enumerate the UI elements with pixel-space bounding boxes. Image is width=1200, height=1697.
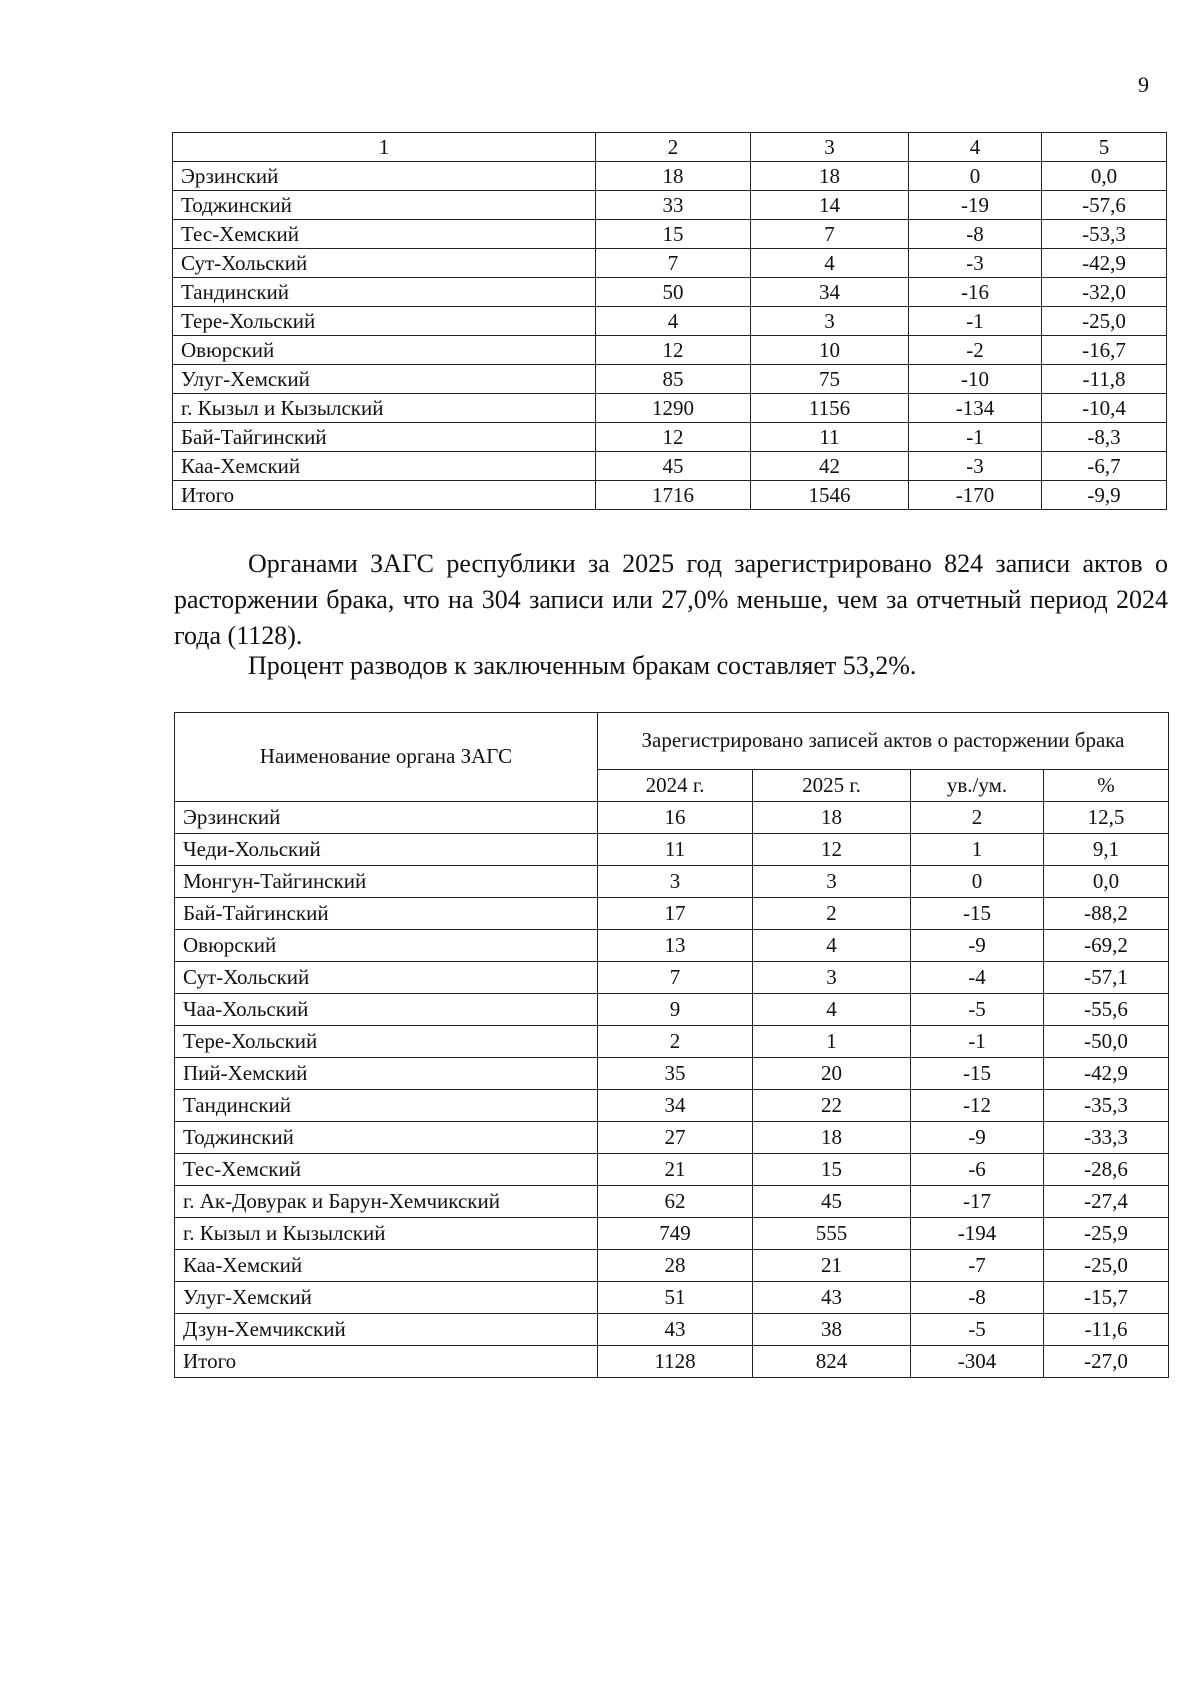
- registry-office-name-header: Наименование органа ЗАГС: [175, 713, 598, 802]
- change-header: ув./ум.: [911, 770, 1044, 802]
- table-row: [175, 898, 1169, 930]
- value-2024-cell: 13: [598, 930, 753, 962]
- table-row: [173, 220, 1167, 249]
- divorce-summary-paragraph: Органами ЗАГС республики за 2025 год зарегистрировано 824 записи актов о расторжении брака, что на 304 записи или 27,0% меньше, чем за отчетный период 2024 года (1128).: [174, 549, 1168, 650]
- district-name-cell: Овюрский: [175, 930, 598, 962]
- value-2024-cell: 33: [596, 191, 751, 220]
- percent-value-cell: -33,3: [1044, 1122, 1169, 1154]
- value-2025-cell: 20: [753, 1058, 911, 1090]
- district-name-cell: Каа-Хемский: [175, 1250, 598, 1282]
- value-2025-cell: 75: [751, 365, 909, 394]
- value-2024-cell: 3: [598, 866, 753, 898]
- value-2024-cell: 1716: [596, 481, 751, 510]
- value-2025-cell: 34: [751, 278, 909, 307]
- value-2024-cell: 28: [598, 1250, 753, 1282]
- table-row: [173, 162, 1167, 191]
- value-2025-cell: 3: [753, 866, 911, 898]
- change-value-cell: -6: [911, 1154, 1044, 1186]
- value-2024-cell: 62: [598, 1186, 753, 1218]
- percent-value-cell: -11,6: [1044, 1314, 1169, 1346]
- change-value-cell: -304: [911, 1346, 1044, 1378]
- value-2025-cell: 7: [751, 220, 909, 249]
- value-2024-cell: 27: [598, 1122, 753, 1154]
- table-row: [173, 452, 1167, 481]
- value-2024-cell: 34: [598, 1090, 753, 1122]
- district-name-cell: Тес-Хемский: [175, 1154, 598, 1186]
- district-name-cell: Бай-Тайгинский: [175, 898, 598, 930]
- table-row: [175, 1154, 1169, 1186]
- value-2024-cell: 35: [598, 1058, 753, 1090]
- change-value-cell: -4: [911, 962, 1044, 994]
- percent-value-cell: 12,5: [1044, 802, 1169, 834]
- value-2025-cell: 3: [751, 307, 909, 336]
- district-name-cell: Тере-Хольский: [175, 1026, 598, 1058]
- percent-value-cell: -16,7: [1042, 336, 1167, 365]
- value-2024-cell: 18: [596, 162, 751, 191]
- value-2025-cell: 555: [753, 1218, 911, 1250]
- value-2025-cell: 18: [753, 1122, 911, 1154]
- table-row: [175, 1314, 1169, 1346]
- value-2024-cell: 9: [598, 994, 753, 1026]
- district-name-cell: Сут-Хольский: [175, 962, 598, 994]
- change-value-cell: -17: [911, 1186, 1044, 1218]
- change-value-cell: -1: [909, 307, 1042, 336]
- column-number-5: 5: [1042, 133, 1167, 162]
- table-row: [175, 834, 1169, 866]
- value-2025-cell: 38: [753, 1314, 911, 1346]
- table-row: [175, 1058, 1169, 1090]
- district-name-cell: Бай-Тайгинский: [173, 423, 596, 452]
- column-number-1: 1: [173, 133, 596, 162]
- percent-value-cell: -32,0: [1042, 278, 1167, 307]
- percent-value-cell: -6,7: [1042, 452, 1167, 481]
- district-name-cell: Чеди-Хольский: [175, 834, 598, 866]
- change-value-cell: -12: [911, 1090, 1044, 1122]
- change-value-cell: -5: [911, 1314, 1044, 1346]
- value-2025-cell: 1156: [751, 394, 909, 423]
- percent-value-cell: -15,7: [1044, 1282, 1169, 1314]
- table-row: [175, 1026, 1169, 1058]
- district-name-cell: Сут-Хольский: [173, 249, 596, 278]
- district-name-cell: Дзун-Хемчикский: [175, 1314, 598, 1346]
- district-name-cell: Тандинский: [173, 278, 596, 307]
- value-2025-cell: 15: [753, 1154, 911, 1186]
- value-2025-cell: 10: [751, 336, 909, 365]
- district-name-cell: г. Кызыл и Кызылский: [175, 1218, 598, 1250]
- value-2024-cell: 85: [596, 365, 751, 394]
- change-value-cell: -3: [909, 452, 1042, 481]
- value-2025-cell: 4: [751, 249, 909, 278]
- percent-header: %: [1044, 770, 1169, 802]
- change-value-cell: 0: [909, 162, 1042, 191]
- value-2025-cell: 14: [751, 191, 909, 220]
- percent-value-cell: -11,8: [1042, 365, 1167, 394]
- value-2025-cell: 42: [751, 452, 909, 481]
- table-header-row: [175, 713, 1169, 770]
- table-row: [175, 1282, 1169, 1314]
- percent-value-cell: -55,6: [1044, 994, 1169, 1026]
- percent-value-cell: -88,2: [1044, 898, 1169, 930]
- percent-value-cell: 0,0: [1044, 866, 1169, 898]
- value-2025-cell: 2: [753, 898, 911, 930]
- table-marriage-records: [172, 132, 1167, 510]
- district-name-cell: Чаа-Хольский: [175, 994, 598, 1026]
- district-name-cell: Тоджинский: [173, 191, 596, 220]
- divorce-records-group-header: Зарегистрировано записей актов о расторжении брака: [598, 713, 1169, 770]
- district-name-cell: Улуг-Хемский: [175, 1282, 598, 1314]
- change-value-cell: -16: [909, 278, 1042, 307]
- year-2025-header: 2025 г.: [753, 770, 911, 802]
- district-name-cell: Тес-Хемский: [173, 220, 596, 249]
- table-row: [175, 1346, 1169, 1378]
- value-2025-cell: 824: [753, 1346, 911, 1378]
- percent-value-cell: -57,1: [1044, 962, 1169, 994]
- table-row: [175, 1090, 1169, 1122]
- value-2024-cell: 12: [596, 336, 751, 365]
- percent-value-cell: -25,9: [1044, 1218, 1169, 1250]
- table-row: [173, 423, 1167, 452]
- change-value-cell: -134: [909, 394, 1042, 423]
- change-value-cell: -2: [909, 336, 1042, 365]
- table-row: [175, 1122, 1169, 1154]
- table-row: [173, 191, 1167, 220]
- value-2024-cell: 1128: [598, 1346, 753, 1378]
- change-value-cell: -15: [911, 1058, 1044, 1090]
- value-2024-cell: 749: [598, 1218, 753, 1250]
- value-2024-cell: 21: [598, 1154, 753, 1186]
- district-name-cell: Итого: [173, 481, 596, 510]
- change-value-cell: -10: [909, 365, 1042, 394]
- table-row: [175, 866, 1169, 898]
- percent-value-cell: -25,0: [1044, 1250, 1169, 1282]
- district-name-cell: Пий-Хемский: [175, 1058, 598, 1090]
- percent-value-cell: -53,3: [1042, 220, 1167, 249]
- value-2024-cell: 7: [596, 249, 751, 278]
- table-header-row: [173, 133, 1167, 162]
- table-row: [175, 1218, 1169, 1250]
- value-2024-cell: 11: [598, 834, 753, 866]
- table-row: [175, 930, 1169, 962]
- percent-value-cell: -69,2: [1044, 930, 1169, 962]
- district-name-cell: г. Ак-Довурак и Барун-Хемчикский: [175, 1186, 598, 1218]
- change-value-cell: -9: [911, 1122, 1044, 1154]
- change-value-cell: -8: [911, 1282, 1044, 1314]
- page-number: 9: [1138, 72, 1149, 97]
- value-2025-cell: 12: [753, 834, 911, 866]
- value-2024-cell: 45: [596, 452, 751, 481]
- change-value-cell: 0: [911, 866, 1044, 898]
- value-2024-cell: 2: [598, 1026, 753, 1058]
- percent-value-cell: -57,6: [1042, 191, 1167, 220]
- district-name-cell: Тоджинский: [175, 1122, 598, 1154]
- table-row: [173, 394, 1167, 423]
- table-row: [173, 336, 1167, 365]
- district-name-cell: Тандинский: [175, 1090, 598, 1122]
- percent-value-cell: -50,0: [1044, 1026, 1169, 1058]
- value-2024-cell: 4: [596, 307, 751, 336]
- value-2025-cell: 4: [753, 930, 911, 962]
- column-number-3: 3: [751, 133, 909, 162]
- district-name-cell: г. Кызыл и Кызылский: [173, 394, 596, 423]
- percent-value-cell: -42,9: [1044, 1058, 1169, 1090]
- value-2024-cell: 16: [598, 802, 753, 834]
- table-row: [175, 962, 1169, 994]
- value-2025-cell: 1546: [751, 481, 909, 510]
- district-name-cell: Монгун-Тайгинский: [175, 866, 598, 898]
- percent-value-cell: -28,6: [1044, 1154, 1169, 1186]
- value-2024-cell: 7: [598, 962, 753, 994]
- value-2025-cell: 3: [753, 962, 911, 994]
- change-value-cell: -1: [909, 423, 1042, 452]
- table-row: [175, 994, 1169, 1026]
- table-row: [175, 1250, 1169, 1282]
- table-row: [173, 365, 1167, 394]
- table-row: [175, 1186, 1169, 1218]
- change-value-cell: -194: [911, 1218, 1044, 1250]
- value-2025-cell: 1: [753, 1026, 911, 1058]
- table-divorce-records: [174, 712, 1169, 1378]
- change-value-cell: -1: [911, 1026, 1044, 1058]
- change-value-cell: -3: [909, 249, 1042, 278]
- change-value-cell: -8: [909, 220, 1042, 249]
- table-row: [175, 802, 1169, 834]
- percent-value-cell: -25,0: [1042, 307, 1167, 336]
- value-2024-cell: 51: [598, 1282, 753, 1314]
- percent-value-cell: -27,0: [1044, 1346, 1169, 1378]
- value-2025-cell: 18: [751, 162, 909, 191]
- value-2025-cell: 21: [753, 1250, 911, 1282]
- change-value-cell: -5: [911, 994, 1044, 1026]
- value-2025-cell: 11: [751, 423, 909, 452]
- percent-value-cell: -9,9: [1042, 481, 1167, 510]
- district-name-cell: Эрзинский: [173, 162, 596, 191]
- value-2024-cell: 1290: [596, 394, 751, 423]
- district-name-cell: Эрзинский: [175, 802, 598, 834]
- change-value-cell: -19: [909, 191, 1042, 220]
- change-value-cell: 1: [911, 834, 1044, 866]
- district-name-cell: Овюрский: [173, 336, 596, 365]
- value-2024-cell: 50: [596, 278, 751, 307]
- percent-value-cell: -27,4: [1044, 1186, 1169, 1218]
- change-value-cell: 2: [911, 802, 1044, 834]
- value-2024-cell: 12: [596, 423, 751, 452]
- column-number-2: 2: [596, 133, 751, 162]
- value-2024-cell: 15: [596, 220, 751, 249]
- table-row: [173, 481, 1167, 510]
- change-value-cell: -9: [911, 930, 1044, 962]
- value-2024-cell: 43: [598, 1314, 753, 1346]
- value-2025-cell: 45: [753, 1186, 911, 1218]
- district-name-cell: Тере-Хольский: [173, 307, 596, 336]
- column-number-4: 4: [909, 133, 1042, 162]
- percent-value-cell: -10,4: [1042, 394, 1167, 423]
- table-row: [173, 307, 1167, 336]
- change-value-cell: -15: [911, 898, 1044, 930]
- district-name-cell: Каа-Хемский: [173, 452, 596, 481]
- value-2025-cell: 4: [753, 994, 911, 1026]
- value-2025-cell: 18: [753, 802, 911, 834]
- change-value-cell: -170: [909, 481, 1042, 510]
- district-name-cell: Итого: [175, 1346, 598, 1378]
- table-row: [173, 249, 1167, 278]
- value-2025-cell: 43: [753, 1282, 911, 1314]
- table-row: [173, 278, 1167, 307]
- value-2024-cell: 17: [598, 898, 753, 930]
- percent-value-cell: 9,1: [1044, 834, 1169, 866]
- divorce-percentage-paragraph: Процент разводов к заключенным бракам составляет 53,2%.: [248, 651, 917, 680]
- percent-value-cell: -35,3: [1044, 1090, 1169, 1122]
- value-2025-cell: 22: [753, 1090, 911, 1122]
- change-value-cell: -7: [911, 1250, 1044, 1282]
- percent-value-cell: 0,0: [1042, 162, 1167, 191]
- district-name-cell: Улуг-Хемский: [173, 365, 596, 394]
- percent-value-cell: -8,3: [1042, 423, 1167, 452]
- percent-value-cell: -42,9: [1042, 249, 1167, 278]
- year-2024-header: 2024 г.: [598, 770, 753, 802]
